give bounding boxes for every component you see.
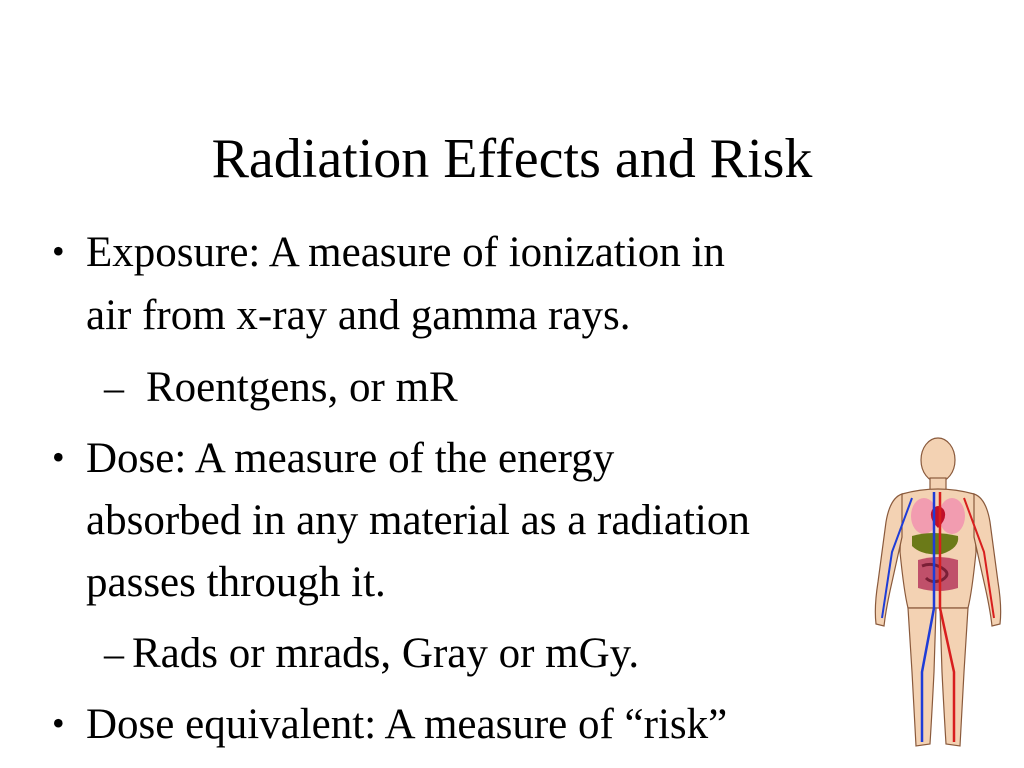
slide-title: Radiation Effects and Risk xyxy=(211,128,813,190)
bullet-text-line: Dose: A measure of the energy xyxy=(86,435,615,482)
bullet-text-line: air from x-ray and gamma rays. xyxy=(86,292,631,339)
body-silhouette xyxy=(875,438,1000,746)
sub-bullet-marker: – xyxy=(104,631,124,676)
sub-bullet-text: Rads or mrads, Gray or mGy. xyxy=(132,630,640,677)
human-anatomy-figure-icon xyxy=(872,432,1004,754)
sub-bullet-marker: – xyxy=(104,365,124,410)
bullet-text-line: passes through it. xyxy=(86,559,386,606)
bullet-text-line: absorbed in any material as a radiation xyxy=(86,497,750,544)
bullet-marker: • xyxy=(52,437,65,477)
bullet-text-line: Dose equivalent: A measure of “risk” xyxy=(86,701,728,748)
sub-bullet-text: Roentgens, or mR xyxy=(146,364,458,411)
bullet-marker: • xyxy=(52,703,65,743)
bullet-marker: • xyxy=(52,231,65,271)
bullet-text-line: Exposure: A measure of ionization in xyxy=(86,229,725,276)
